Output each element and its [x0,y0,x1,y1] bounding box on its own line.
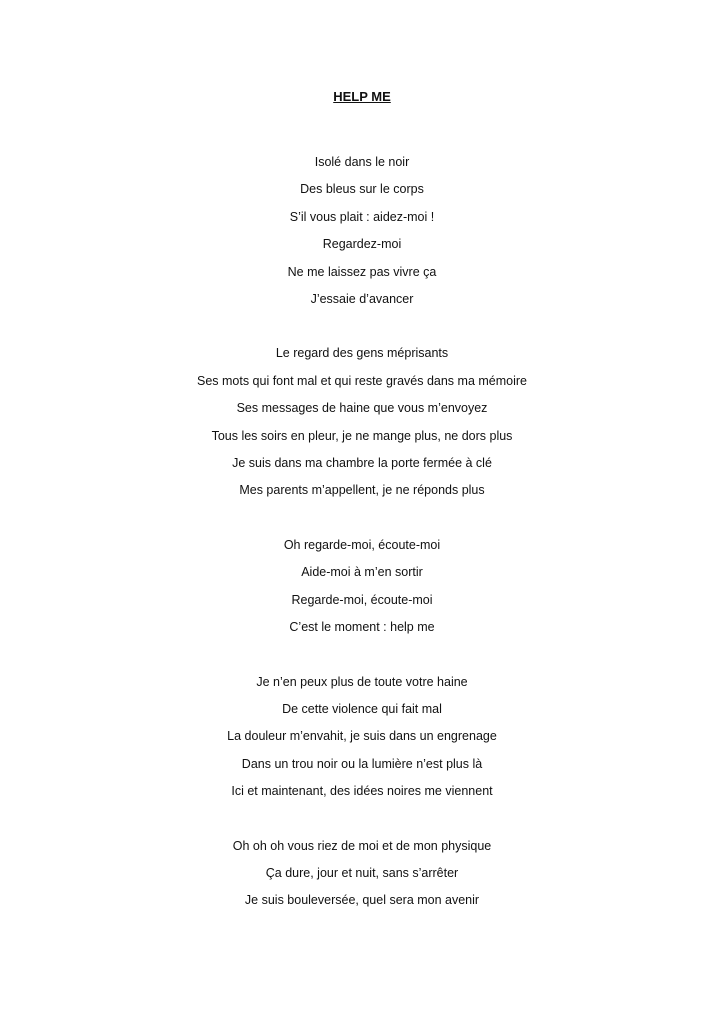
poem-line: Tous les soirs en pleur, je ne mange plus, ne dors plus [211,428,513,443]
poem-line: Ici et maintenant, des idées noires me viennent [231,784,493,799]
poem-line: S’il vous plait : aidez-moi ! [289,209,435,224]
poem-line: Je suis bouleversée, quel sera mon avenir [244,893,480,908]
stanza-3 [0,532,724,642]
poem-title: HELP ME [333,89,391,104]
poem-line: Ses mots qui font mal et qui reste gravés dans ma mémoire [196,373,527,388]
poem-body [0,149,724,942]
stanza-2 [0,340,724,504]
poem-line: J’essaie d’avancer [310,292,414,307]
poem-line: Mes parents m’appellent, je ne réponds plus [239,483,485,498]
stanza-4 [0,669,724,806]
poem-line: Dans un trou noir ou la lumière n’est plus là [241,756,483,771]
poem-line: Des bleus sur le corps [300,182,424,197]
stanza-1 [0,149,724,313]
poem-line: Isolé dans le noir [314,155,410,169]
poem-line: Je suis dans ma chambre la porte fermée à clé [232,456,492,471]
poem-line: Oh oh oh vous riez de moi et de mon physique [232,838,492,853]
poem-line: De cette violence qui fait mal [282,701,442,716]
poem-line: Oh regarde-moi, écoute-moi [283,537,441,552]
poem-line: Regarde-moi, écoute-moi [291,592,433,607]
poem-line: C’est le moment : help me [289,620,435,635]
poem-line: La douleur m’envahit, je suis dans un engrenage [227,729,497,744]
poem-line: Ses messages de haine que vous m’envoyez [236,401,488,416]
poem-line: Ça dure, jour et nuit, sans s’arrêter [265,865,459,880]
poem-line: Ne me laissez pas vivre ça [287,264,437,279]
poem-line: Je n’en peux plus de toute votre haine [256,674,468,689]
poem-line: Aide-moi à m’en sortir [301,565,423,580]
poem-line: Le regard des gens méprisants [275,346,449,361]
stanza-5 [0,833,724,915]
poem-line: Regardez-moi [322,237,402,252]
